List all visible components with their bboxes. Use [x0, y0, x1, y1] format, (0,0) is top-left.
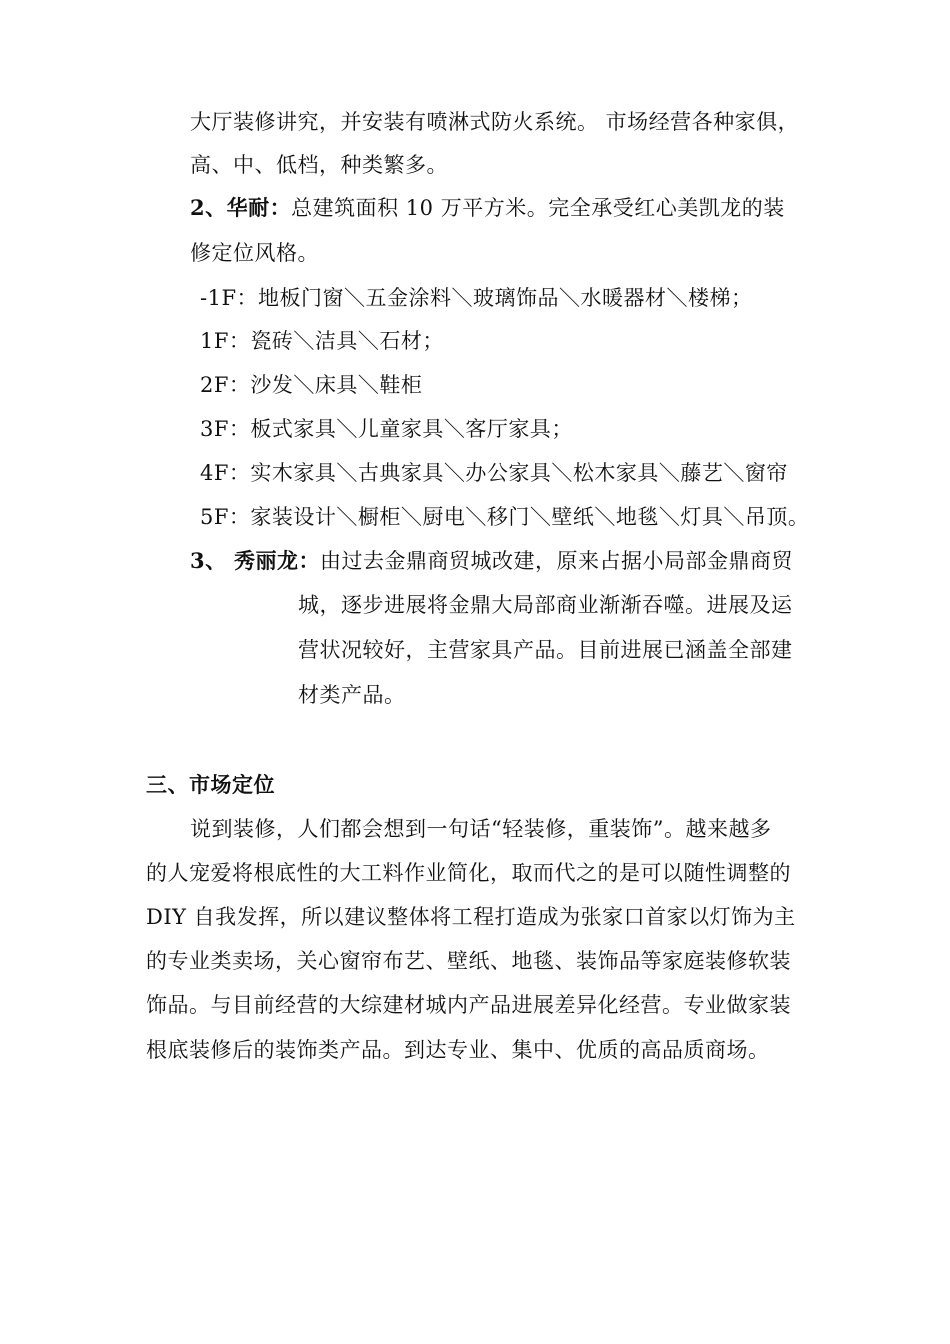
- paragraph-line: 的专业类卖场，关心窗帘布艺、壁纸、地毯、装饰品等家庭装修软装: [146, 949, 791, 973]
- huanai-number: 2、: [190, 195, 227, 220]
- huanai-desc-2: 修定位风格。: [190, 241, 319, 265]
- intro-line-1: 大厅装修讲究，并安装有喷淋式防火系统。 市场经营各种家俱，: [190, 110, 800, 134]
- floor-line: 2F：沙发＼床具＼鞋柜: [200, 373, 423, 397]
- floor-line: 1F：瓷砖＼洁具＼石材；: [200, 329, 444, 353]
- paragraph-line: 饰品。与目前经营的大综建材城内产品进展差异化经营。专业做家装: [146, 993, 791, 1017]
- xiulilong-name-line: [234, 546, 793, 576]
- floor-line: 3F：板式家具＼儿童家具＼客厅家具；: [200, 417, 573, 441]
- floor-line: -1F：地板门窗＼五金涂料＼玻璃饰品＼水暖器材＼楼梯；: [200, 286, 753, 310]
- xiulilong-desc-2: 城，逐步进展将金鼎大局部商业渐渐吞噬。进展及运: [298, 593, 793, 617]
- xiulilong-number: 3、: [190, 548, 227, 573]
- paragraph-line: DIY 自我发挥，所以建议整体将工程打造成为张家口首家以灯饰为主: [146, 905, 796, 929]
- xiulilong-desc-4: 材类产品。: [298, 683, 406, 707]
- huanai-heading-line: [190, 193, 785, 223]
- floor-line: 4F：实木家具＼古典家具＼办公家具＼松木家具＼藤艺＼窗帘: [200, 461, 788, 485]
- xiulilong-desc-3: 营状况较好，主营家具产品。目前进展已涵盖全部建: [298, 638, 793, 662]
- xiulilong-name: 秀丽龙：: [234, 548, 320, 573]
- xiulilong-desc-1: 由过去金鼎商贸城改建，原来占据小局部金鼎商贸: [320, 549, 793, 573]
- paragraph-line: 的人宠爱将根底性的大工料作业简化，取而代之的是可以随性调整的: [146, 861, 791, 885]
- huanai-name: 华耐：: [226, 195, 292, 220]
- huanai-desc-1: 总建筑面积 10 万平方米。完全承受红心美凯龙的装: [291, 196, 785, 220]
- intro-line-2: 高、中、低档，种类繁多。: [190, 153, 448, 177]
- floor-line: 5F：家装设计＼橱柜＼厨电＼移门＼壁纸＼地毯＼灯具＼吊顶。: [200, 505, 810, 529]
- paragraph-line: 说到装修，人们都会想到一句话“轻装修，重装饰”。越来越多: [190, 817, 772, 841]
- paragraph-line: 根底装修后的装饰类产品。到达专业、集中、优质的高品质商场。: [146, 1038, 770, 1062]
- xiulilong-heading-line: [190, 546, 227, 576]
- section-heading: 三、市场定位: [146, 772, 275, 797]
